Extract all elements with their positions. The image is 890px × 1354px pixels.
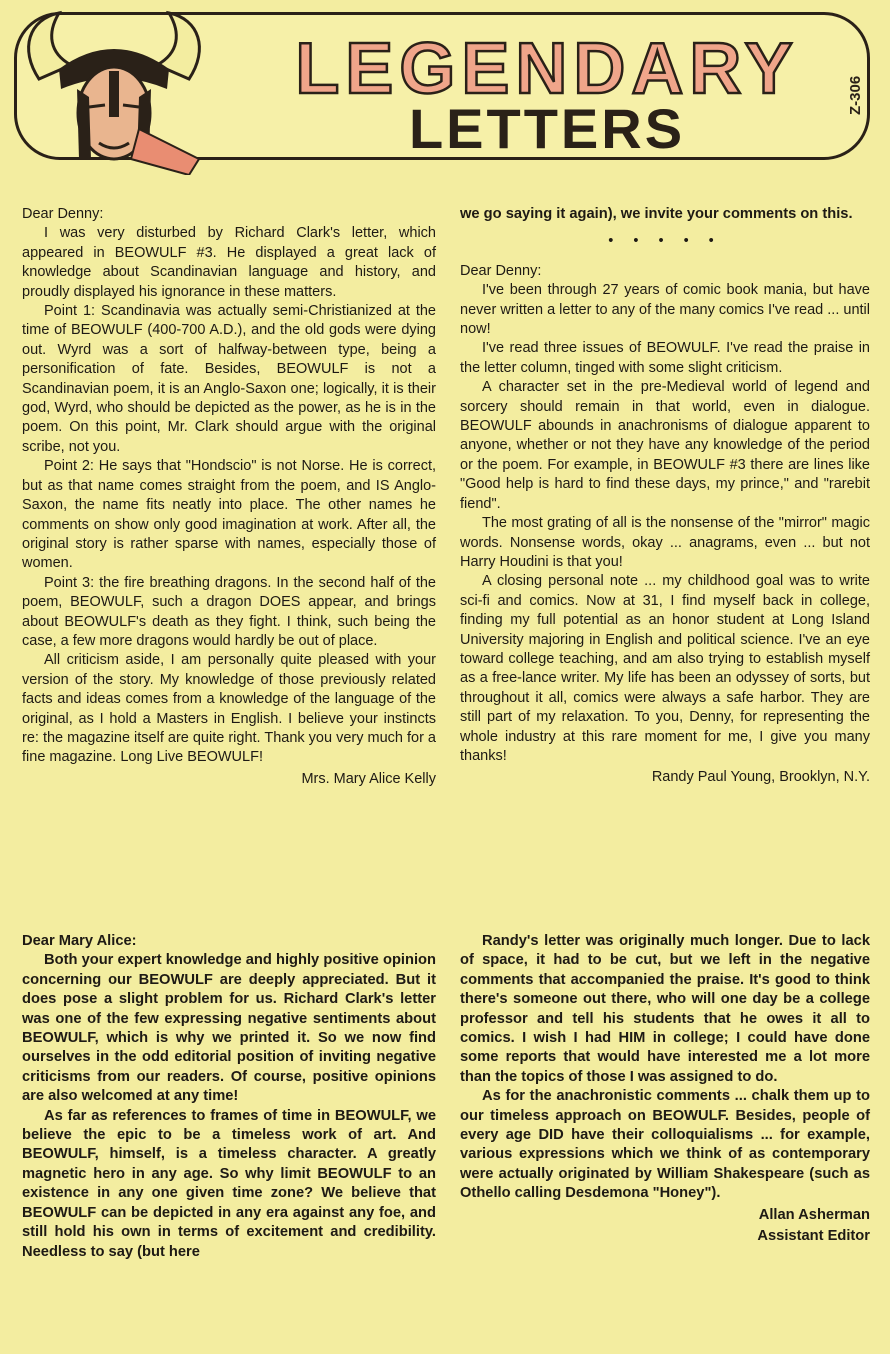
left-column bbox=[22, 205, 436, 789]
reply2-paragraph: Randy's letter was originally much longer. Due to lack of space, it had to be cut, but we left in the negative comments that accompanied the praise. It's good to think there's someone out there, who will one day be a college professor and tell his students that he owes it all to comics. I wish I had HIM in college; I could have done some reports that would have interested me a lot more than the topics of those I was assigned to do. bbox=[460, 933, 870, 1085]
letter2-signature: Randy Paul Young, Brooklyn, N.Y. bbox=[651, 769, 870, 786]
letter2-salutation: Dear Denny: bbox=[460, 262, 542, 279]
reply1-block bbox=[22, 932, 436, 1262]
letter1-salutation: Dear Denny: bbox=[22, 206, 104, 222]
letter1-paragraph: Point 3: the fire breathing dragons. In the second half of the poem, BEOWULF, such a dragon DOES appear, and brings about BEOWULF's death as they fight. I think, such being the case, a few more dragons would hardly be out of place. bbox=[22, 574, 436, 649]
reply1-paragraph: Both your expert knowledge and highly positive opinion concerning our BEOWULF are deeply appreciated. But it does pose a slight problem for us. Richard Clark's letter was one of the few expressing negative sentiments about BEOWULF, which is why we printed it. So we now find ourselves in the odd editorial position of inviting negative criticisms from our readers. Of course, positive opinions are also welcomed at any time! bbox=[22, 952, 436, 1105]
reply1-paragraph: As far as references to frames of time in BEOWULF, we believe the epic to be a timeless work of art. And BEOWULF, himself, is a timeless character. A greatly magnetic hero in any age. So why limit BEOWULF to an existence in any one given time zone? We believe that BEOWULF can be depicted in any era against any foe, and still hold his own in terms of excitement and credibility. Needless to say (but here bbox=[22, 1107, 436, 1260]
title-legendary: LEGENDARY bbox=[295, 29, 799, 109]
reply1-salutation: Dear Mary Alice: bbox=[22, 933, 137, 949]
letter2-paragraph: I've read three issues of BEOWULF. I've read the praise in the letter column, tinged with some slight criticism. bbox=[460, 340, 870, 376]
letter2-paragraph: A closing personal note ... my childhood goal was to write sci-fi and comics. Now at 31, I find myself back in college, finding my full potential as an honor student at Long Island University majoring in English and political science. I've an eye toward college teaching, and am also trying to establish myself as a free-lance writer. My life has been an odyssey of sorts, but throughout it all, comics were always a safe harbor. They are still part of my relaxation. To you, Denny, for representing the whole industry at this rare moment for me, I give you many thanks! bbox=[460, 573, 870, 764]
letter1-paragraph: All criticism aside, I am personally quite pleased with your version of the story. My knowledge of those previously related facts and ideas comes from a knowledge of the language of the original, as I hold a Masters in English. I believe your instincts re: the magazine itself are quite right. Thank you very much for a fine magazine. Long Live BEOWULF! bbox=[22, 652, 436, 766]
title-letters: LETTERS bbox=[408, 97, 686, 160]
section-separator: • • • • • bbox=[608, 233, 722, 250]
reply2-signature-title: Assistant Editor bbox=[757, 1228, 870, 1245]
letter1-paragraph: I was very disturbed by Richard Clark's letter, which appeared in BEOWULF #3. He displayed a great lack of knowledge about Scandinavian language and history, and proudly displayed his ignorance in these matters. bbox=[22, 225, 436, 300]
reply1-continuation-block bbox=[460, 205, 870, 224]
reply1-continuation: we go saying it again), we invite your comments on this. bbox=[460, 206, 853, 222]
reply2-block bbox=[460, 932, 870, 1247]
letter2-paragraph: I've been through 27 years of comic book mania, but have never written a letter to any of the many comics I've read ... until now! bbox=[460, 282, 870, 338]
letter2-paragraph: The most grating of all is the nonsense of the "mirror" magic words. Nonsense words, okay ... anagrams, even ... but not Harry Houdini is that you! bbox=[460, 515, 870, 570]
letter1-paragraph: Point 1: Scandinavia was actually semi-Christianized at the time of BEOWULF (400-700 A.D.), and the old gods were dying out. Wyrd was a sort of halfway-between type, being a personification of fate. Besides, BEOWULF is not a Scandinavian poem, it is an Anglo-Saxon one; logically, it is their god, Wyrd, who should be depicted as the power, as he is in the poem. On this point, Mr. Clark should argue with the original scribe, not you. bbox=[22, 303, 436, 455]
letter2-paragraph: A character set in the pre-Medieval world of legend and sorcery should remain in that world, even in dialogue. BEOWULF abounds in anachronisms of dialogue apparent to anyone, whether or not they have any knowledge of the period or the poem. For example, in BEOWULF #3 there are lines like "Good help is hard to find these days, my prince," and "rarebit fiend". bbox=[460, 379, 870, 512]
letter1-paragraph: Point 2: He says that "Hondscio" is not Norse. He is correct, but as that name comes straight from the poem, and IS Anglo-Saxon, the name fits neatly into place. The other names he comments on show only good imagination at work. After all, the original story is rather sparse with names, especially those of women. bbox=[22, 458, 436, 572]
right-column bbox=[460, 205, 870, 788]
issue-code: Z-306 bbox=[847, 75, 864, 115]
reply2-signature-name: Allan Asherman bbox=[758, 1206, 870, 1223]
reply2-paragraph: As for the anachronistic comments ... chalk them up to our timeless approach on BEOWULF. Besides, people of every age DID have their colloquialisms ... for example, various expressions which we think of as contemporary were actually originated by William Shakespeare (such as Othello calling Desdemona "Honey"). bbox=[460, 1088, 870, 1202]
viking-helmet-illustration bbox=[19, 9, 209, 175]
letter1-signature: Mrs. Mary Alice Kelly bbox=[301, 770, 436, 787]
header-banner bbox=[14, 12, 870, 160]
